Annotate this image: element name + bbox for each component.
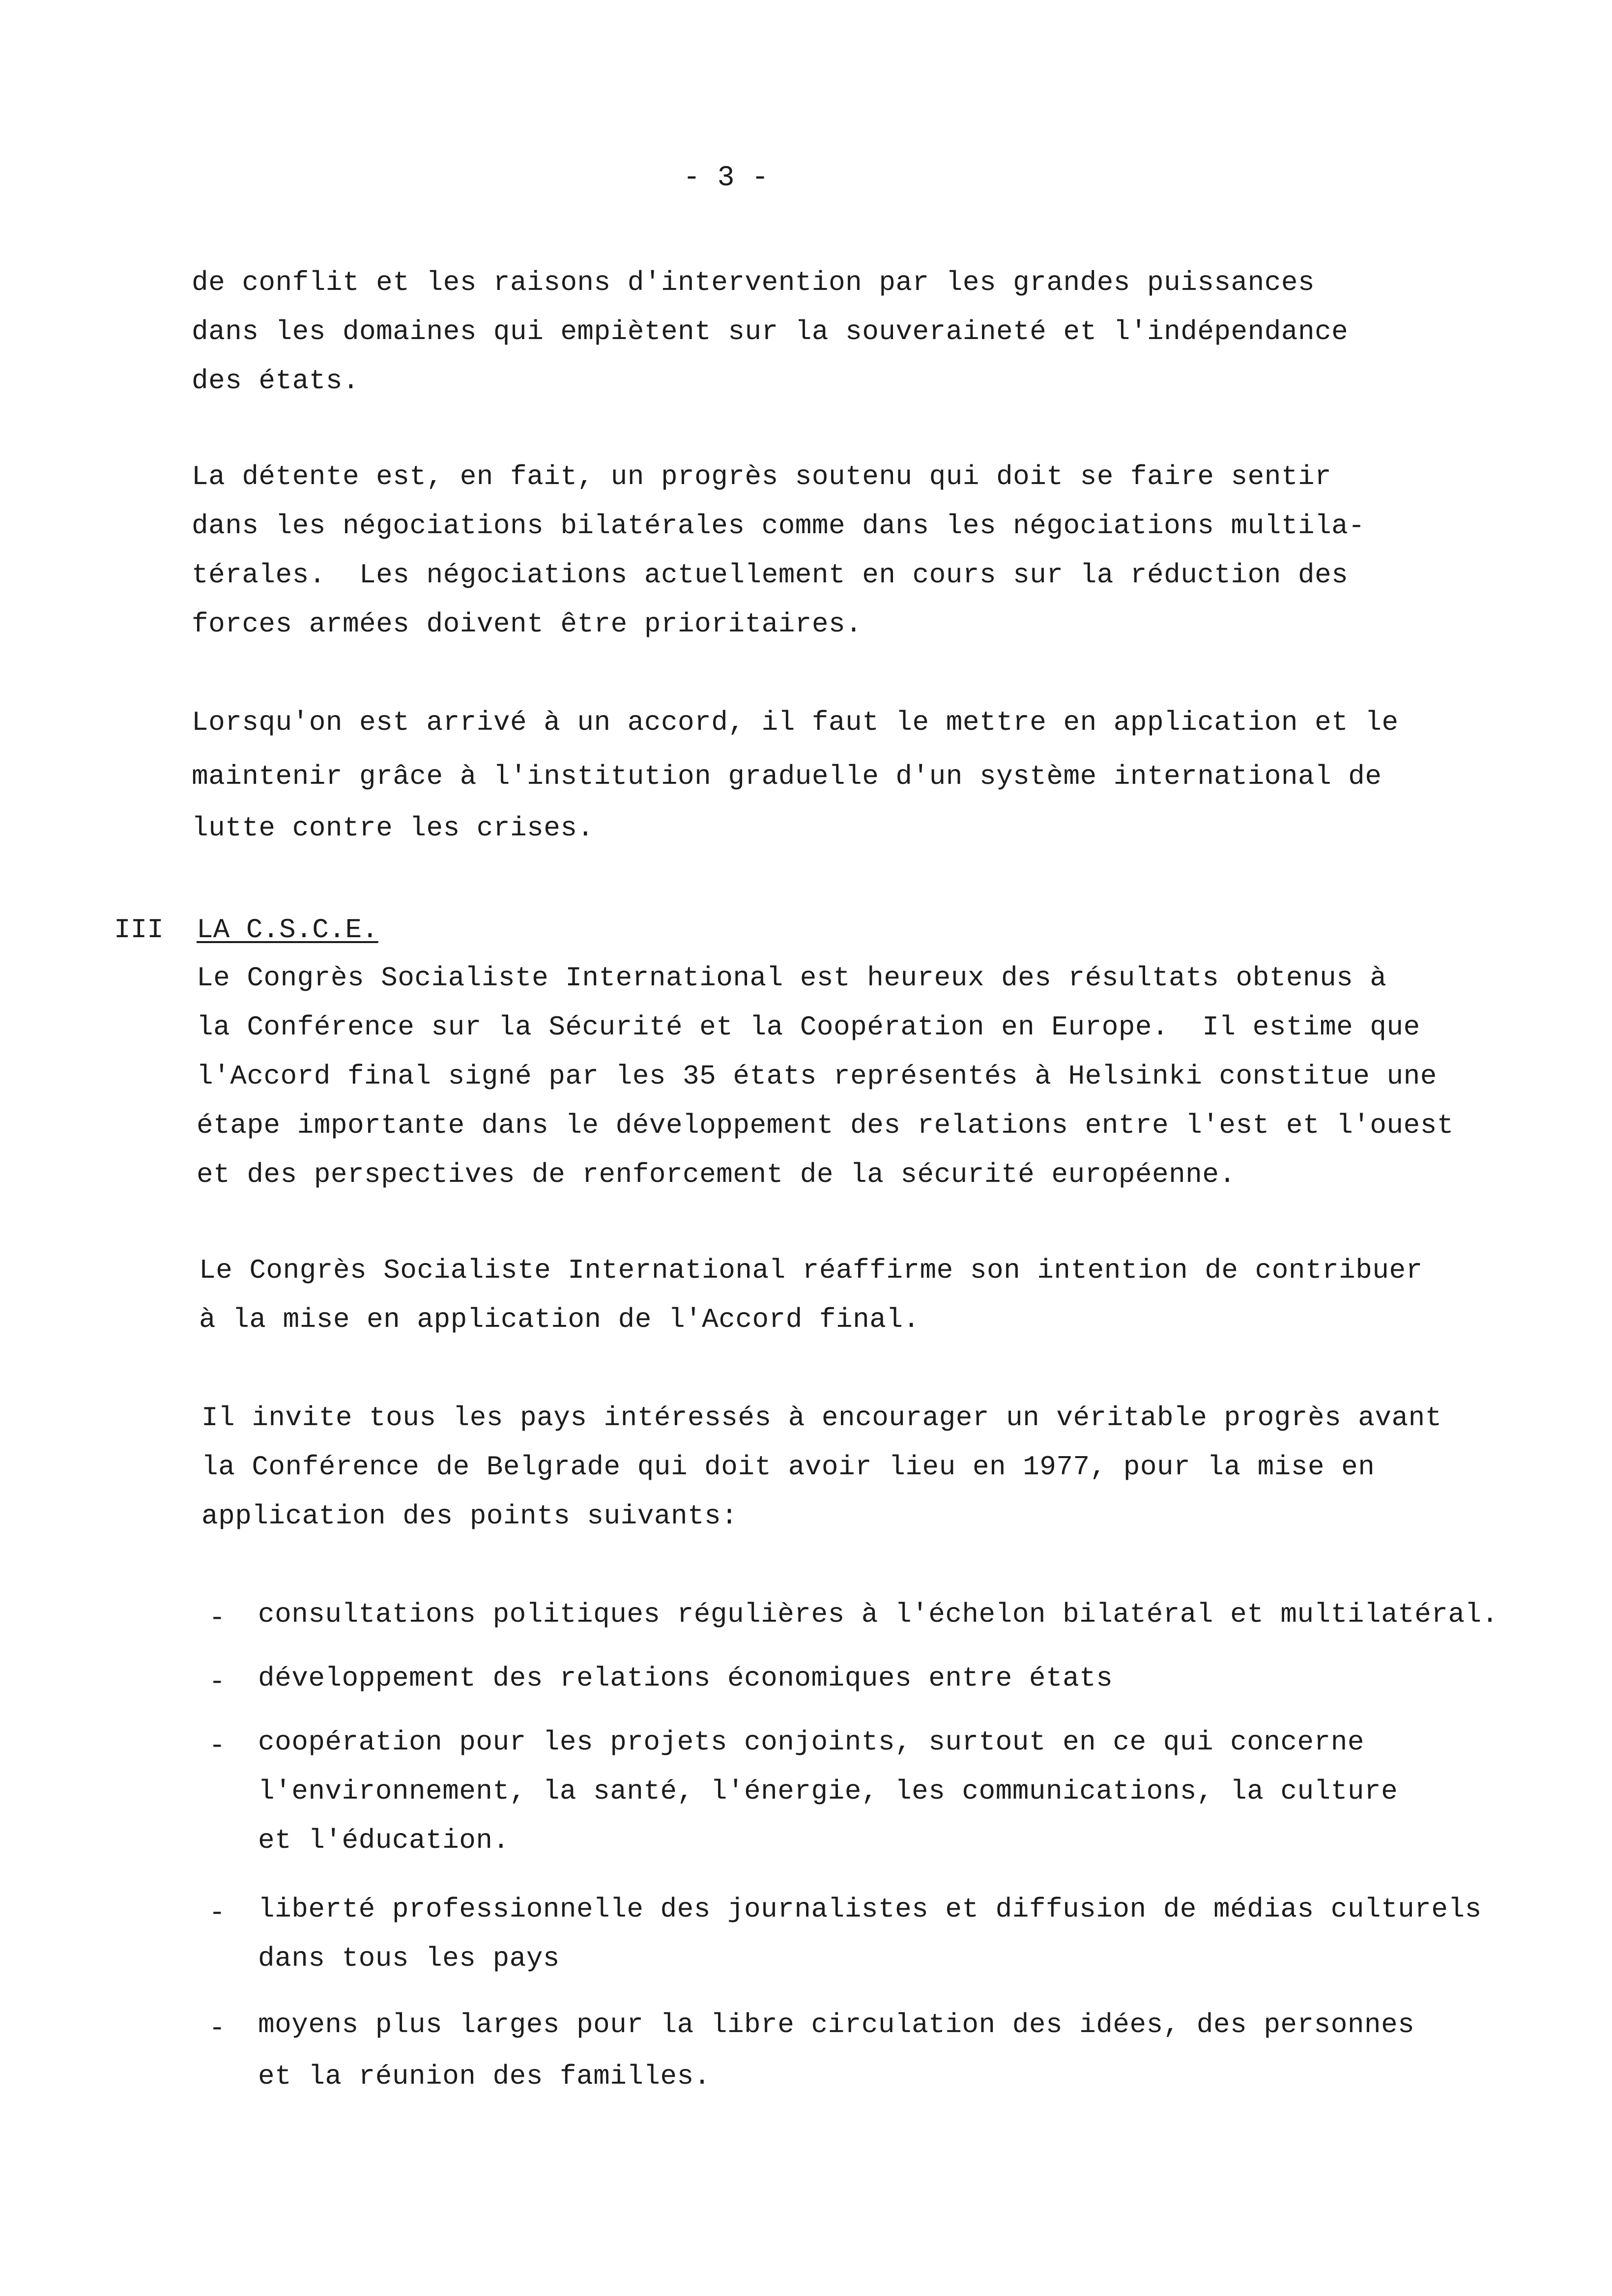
bullet-item: l'environnement, la santé, l'énergie, les communications, la culture [258,1776,1398,1807]
bullet-marker: - [209,1666,226,1697]
text-line: dans les domaines qui empiètent sur la souveraineté et l'indépendance [192,316,1349,347]
text-line: maintenir grâce à l'institution graduelle d'un système international de [192,761,1382,792]
section-number: III [114,914,164,946]
text-line: la Conférence de Belgrade qui doit avoir lieu en 1977, pour la mise en [202,1451,1375,1483]
bullet-item: et la réunion des familles. [258,2061,711,2092]
text-line: et des perspectives de renforcement de la sécurité européenne. [197,1159,1236,1190]
text-line: dans les négociations bilatérales comme dans les négociations multila- [192,510,1365,542]
text-line: La détente est, en fait, un progrès soutenu qui doit se faire sentir [192,461,1332,492]
bullet-marker: - [209,1602,226,1634]
text-line: Il invite tous les pays intéressés à encourager un véritable progrès avant [202,1402,1442,1434]
text-line: application des points suivants: [202,1500,738,1532]
text-line: la Conférence sur la Sécurité et la Coopération en Europe. Il estime que [197,1011,1420,1043]
bullet-marker: - [209,2012,226,2044]
text-line: l'Accord final signé par les 35 états représentés à Helsinki constitue une [197,1061,1437,1092]
bullet-item: et l'éducation. [258,1825,510,1856]
text-line: Le Congrès Socialiste International réaffirme son intention de contribuer [199,1255,1423,1286]
section-title: LA C.S.C.E. [197,914,378,946]
bullet-marker: - [209,1730,226,1761]
text-line: térales. Les négociations actuellement en cours sur la réduction des [192,559,1349,591]
bullet-item: développement des relations économiques entre états [258,1663,1113,1694]
text-line: étape importante dans le développement des relations entre l'est et l'ouest [197,1110,1454,1141]
text-line: Le Congrès Socialiste International est heureux des résultats obtenus à [197,962,1387,994]
text-line: des états. [192,365,360,397]
bullet-marker: - [209,1897,226,1928]
text-line: forces armées doivent être prioritaires. [192,608,863,640]
bullet-item: coopération pour les projets conjoints, surtout en ce qui concerne [258,1726,1364,1758]
bullet-item: dans tous les pays [258,1943,560,1974]
text-line: Lorsqu'on est arrivé à un accord, il faut le mettre en application et le [192,707,1399,738]
page-number: - 3 - [683,162,769,194]
bullet-item: moyens plus larges pour la libre circulation des idées, des personnes [258,2009,1415,2040]
bullet-item: liberté professionnelle des journalistes et diffusion de médias culturels [258,1894,1482,1925]
text-line: de conflit et les raisons d'intervention par les grandes puissances [192,267,1315,298]
text-line: lutte contre les crises. [192,812,594,844]
bullet-item: consultations politiques régulières à l'échelon bilatéral et multilatéral. [258,1599,1498,1630]
text-line: à la mise en application de l'Accord final. [199,1304,920,1335]
